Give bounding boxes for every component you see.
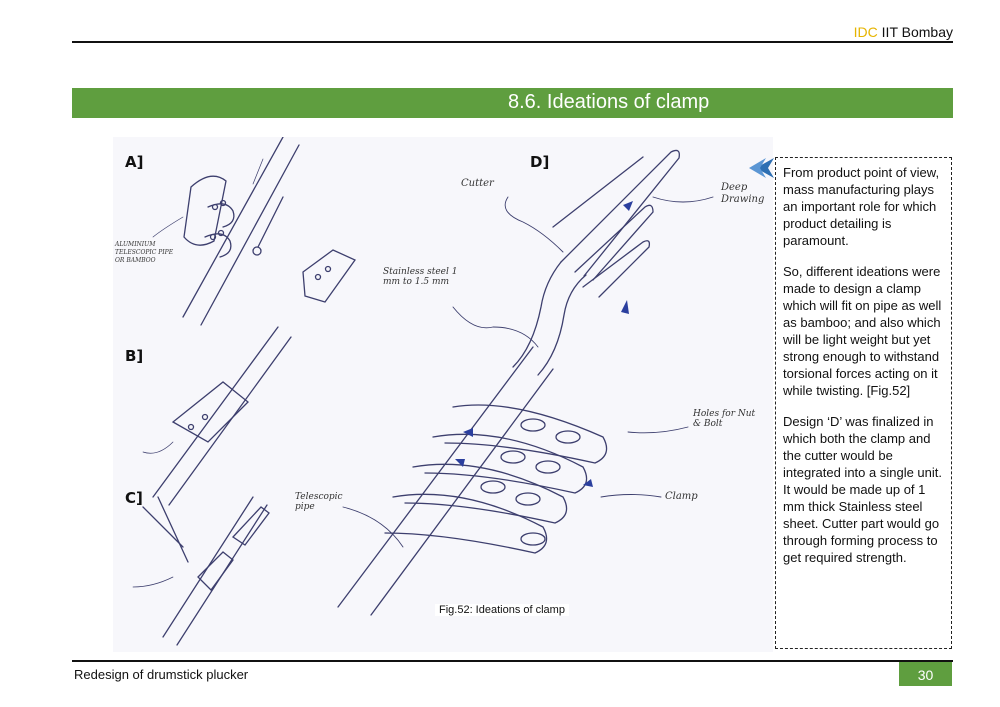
- brand-header: [854, 24, 953, 40]
- description-paragraph-2: So, different ideations were made to design a clamp which will fit on pipe as well as bamboo; and also which will be light weight but yet strong enough to withstand torsional forces acting on it while twisting. [Fig.52]: [783, 264, 942, 398]
- description-paragraph-1: From product point of view, mass manufacturing plays an important role for which product detailing is paramount.: [783, 165, 940, 248]
- ideation-label-c: C]: [125, 489, 143, 507]
- note-holes-nut-bolt: Holes for Nut & Bolt: [693, 409, 756, 429]
- note-cutter: Cutter: [461, 178, 494, 189]
- description-paragraph-3: Design ‘D’ was finalized in which both the clamp and the cutter would be integrated into a single unit. It would be made up of 1 mm thick Stainless steel sheet. Cutter part would go through forming process to get required strength.: [783, 414, 942, 565]
- note-deep-drawing: Deep Drawing: [721, 182, 765, 205]
- brand-iit: IIT Bombay: [877, 24, 953, 40]
- ideation-label-b: B]: [125, 347, 144, 365]
- ideation-sketch-figure: [113, 137, 773, 652]
- note-clamp: Clamp: [665, 491, 698, 502]
- note-stainless-steel: Stainless steel 1 mm to 1.5 mm: [383, 267, 458, 287]
- figure-caption: Fig.52: Ideations of clamp: [435, 604, 569, 616]
- ideation-label-d: D]: [530, 153, 550, 171]
- sketch-drawing: [113, 137, 773, 652]
- note-telescopic-pipe: Telescopic pipe: [295, 492, 343, 512]
- page-number: 30: [899, 662, 952, 686]
- chevron-left-icon: [748, 157, 776, 179]
- brand-idc: IDC: [853, 24, 878, 40]
- section-title: 8.6. Ideations of clamp: [508, 91, 710, 113]
- bottom-rule: [72, 660, 953, 662]
- ideation-label-a: A]: [125, 153, 144, 171]
- footer-title: Redesign of drumstick plucker: [74, 667, 249, 682]
- description-box: [775, 157, 952, 649]
- top-rule: [72, 41, 953, 43]
- section-title-bar: [72, 88, 953, 118]
- note-aluminium-pipe: ALUMINIUM TELESCOPIC PIPE OR BAMBOO: [115, 241, 174, 264]
